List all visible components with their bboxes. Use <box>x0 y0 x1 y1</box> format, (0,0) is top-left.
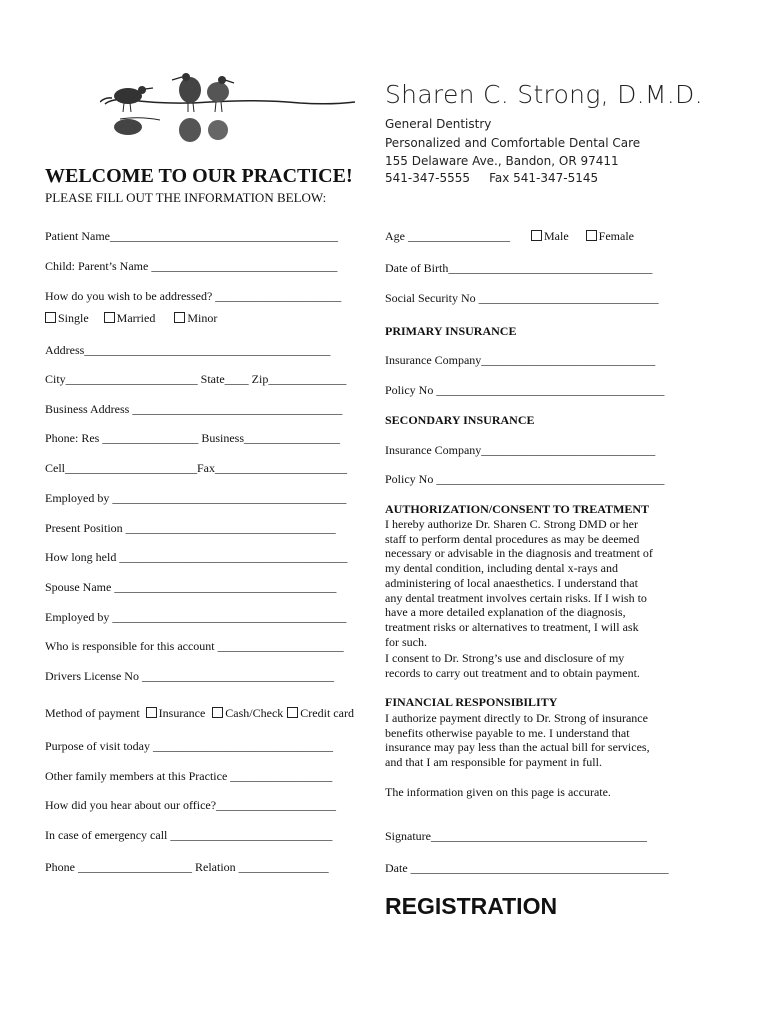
authorization-heading: AUTHORIZATION/CONSENT TO TREATMENT <box>385 502 650 516</box>
emergency-contact-field[interactable]: In case of emergency call ___________________________ <box>45 828 333 842</box>
date-field[interactable]: Date ___________________________________________ <box>385 861 669 875</box>
insurance-checkbox[interactable]: Insurance <box>146 706 206 720</box>
tagline: Personalized and Comfortable Dental Care <box>385 136 641 150</box>
other-family-members-field[interactable]: Other family members at this Practice _________________ <box>45 769 333 783</box>
age-gender-row <box>385 229 634 244</box>
cell-fax-field[interactable]: Cell______________________Fax______________________ <box>45 461 347 475</box>
married-checkbox[interactable]: Married <box>104 311 156 325</box>
responsible-party-field[interactable]: Who is responsible for this account _____________________ <box>45 639 344 653</box>
checkbox-icon <box>104 312 115 323</box>
checkbox-icon <box>174 312 185 323</box>
office-phone-fax: 541-347-5555 Fax 541-347-5145 <box>385 171 599 185</box>
checkbox-icon <box>212 707 223 718</box>
form-instructions: PLEASE FILL OUT THE INFORMATION BELOW: <box>45 190 327 205</box>
male-checkbox[interactable]: Male <box>531 229 569 243</box>
checkbox-icon <box>146 707 157 718</box>
cash-check-checkbox[interactable]: Cash/Check <box>212 706 283 720</box>
marital-status-options <box>45 311 217 326</box>
secondary-insurance-heading: SECONDARY INSURANCE <box>385 413 535 427</box>
checkbox-icon <box>586 230 597 241</box>
office-address: 155 Delaware Ave., Bandon, OR 97411 <box>385 154 619 168</box>
payment-method-label: Method of payment <box>45 706 140 720</box>
specialty: General Dentistry <box>385 117 492 131</box>
child-parent-name-field[interactable]: Child: Parent’s Name _______________________________ <box>45 259 338 273</box>
primary-insurance-company-field[interactable]: Insurance Company_____________________________ <box>385 353 656 367</box>
authorization-text: I hereby authorize Dr. Sharen C. Strong DMD or her staff to perform dental procedures as may be deemed necessary or advisable in the diagnosis and treatment of my dental condition, including dental x-rays and administering of local anaesthetics. I understand that any dental treatment involves certain risks. If I wish to have a more detailed explanation of the diagnosis, treatment risks or alternatives to treatment, I will ask for such. <box>385 517 653 649</box>
primary-policy-number-field[interactable]: Policy No ______________________________________ <box>385 383 665 397</box>
age-field[interactable]: Age _________________ <box>385 229 510 243</box>
present-position-field[interactable]: Present Position ___________________________________ <box>45 521 336 535</box>
registration-title: REGISTRATION <box>385 893 558 919</box>
financial-responsibility-heading: FINANCIAL RESPONSIBILITY <box>385 695 558 709</box>
female-checkbox[interactable]: Female <box>586 229 634 243</box>
patient-name-field[interactable]: Patient Name______________________________________ <box>45 229 338 243</box>
secondary-policy-number-field[interactable]: Policy No ______________________________________ <box>385 472 665 486</box>
social-security-field[interactable]: Social Security No ______________________________ <box>385 291 659 305</box>
emergency-phone-relation-field[interactable]: Phone ___________________ Relation _______________ <box>45 860 329 874</box>
purpose-of-visit-field[interactable]: Purpose of visit today ______________________________ <box>45 739 333 753</box>
payment-method-options <box>45 706 354 721</box>
addressed-as-field[interactable]: How do you wish to be addressed? _____________________ <box>45 289 342 303</box>
checkbox-icon <box>531 230 542 241</box>
financial-responsibility-text: I authorize payment directly to Dr. Strong of insurance benefits otherwise payable to me. I understand that insurance may pay less than the actual bill for services, and that I am responsible for payment in full. <box>385 711 650 770</box>
date-of-birth-field[interactable]: Date of Birth__________________________________ <box>385 261 653 275</box>
city-state-zip-field[interactable]: City______________________ State____ Zip_____________ <box>45 372 347 386</box>
accuracy-statement: The information given on this page is accurate. <box>385 785 611 799</box>
consent-text: I consent to Dr. Strong’s use and disclosure of my records to carry out treatment and to obtain payment. <box>385 651 640 680</box>
doctor-name: Sharen C. Strong, D.M.D. <box>385 80 703 109</box>
checkbox-icon <box>287 707 298 718</box>
spouse-name-field[interactable]: Spouse Name _____________________________________ <box>45 580 337 594</box>
address-field[interactable]: Address_________________________________________ <box>45 343 331 357</box>
primary-insurance-heading: PRIMARY INSURANCE <box>385 324 517 338</box>
how-long-held-field[interactable]: How long held ______________________________________ <box>45 550 348 564</box>
phone-res-business-field[interactable]: Phone: Res ________________ Business________________ <box>45 431 341 445</box>
single-checkbox[interactable]: Single <box>45 311 89 325</box>
spouse-employed-by-field[interactable]: Employed by _______________________________________ <box>45 610 347 624</box>
secondary-insurance-company-field[interactable]: Insurance Company_____________________________ <box>385 443 656 457</box>
shorebird-logo <box>100 72 360 152</box>
employed-by-field[interactable]: Employed by _______________________________________ <box>45 491 347 505</box>
drivers-license-field[interactable]: Drivers License No ________________________________ <box>45 669 334 683</box>
minor-checkbox[interactable]: Minor <box>174 311 217 325</box>
referral-source-field[interactable]: How did you hear about our office?____________________ <box>45 798 337 812</box>
signature-field[interactable]: Signature____________________________________ <box>385 829 647 843</box>
business-address-field[interactable]: Business Address ___________________________________ <box>45 402 343 416</box>
welcome-heading: WELCOME TO OUR PRACTICE! <box>45 165 353 187</box>
checkbox-icon <box>45 312 56 323</box>
credit-card-checkbox[interactable]: Credit card <box>287 706 354 720</box>
